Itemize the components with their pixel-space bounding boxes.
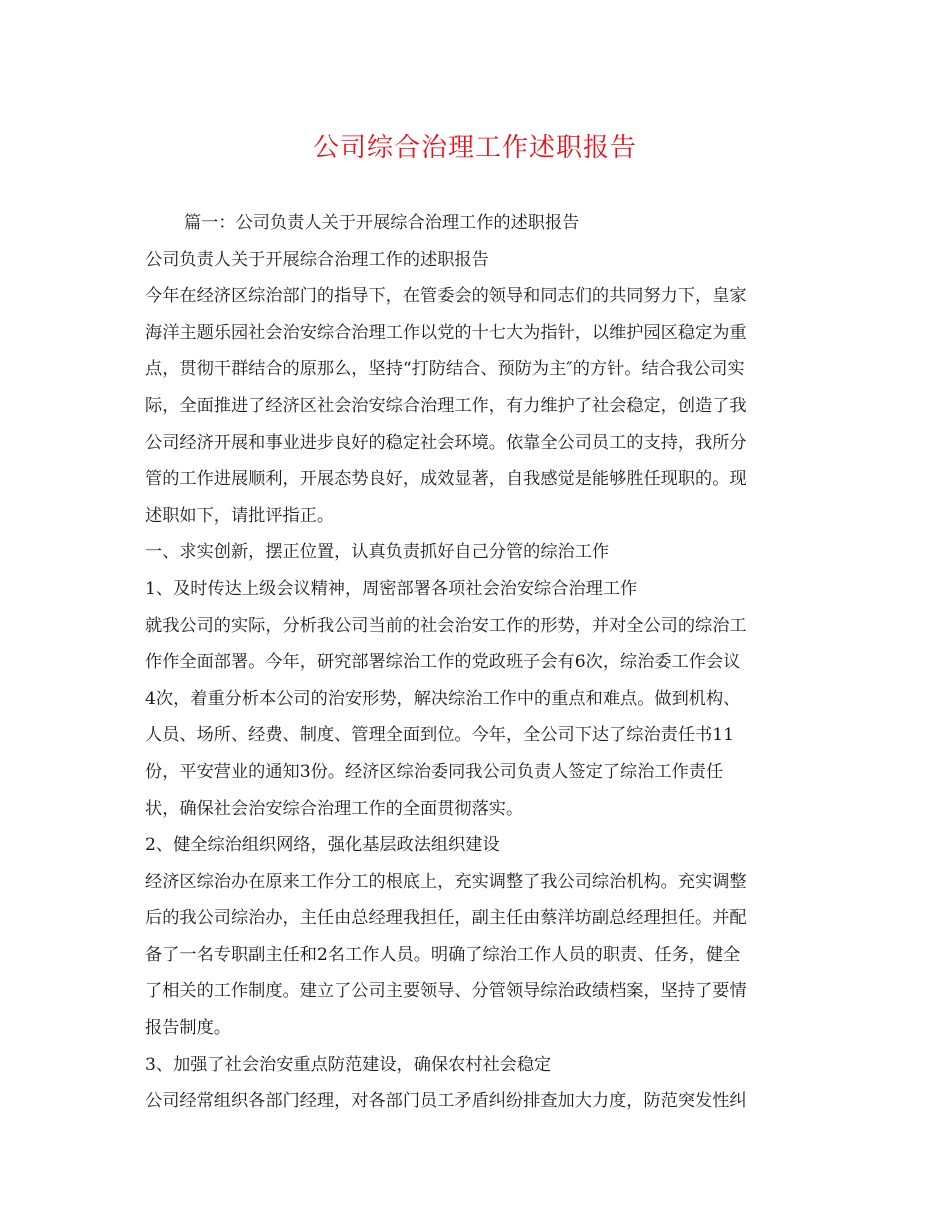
paragraph-line: 经济区综治办在原来工作分工的根底上，充实调整了我公司综治机构。充实调整 (145, 871, 747, 892)
paragraph-line: 作作全面部署。今年，研究部署综治工作的党政班子会有6次，综治委工作会议 (145, 652, 741, 673)
heading-line: 3、加强了社会治安重点防范建设，确保农村社会稳定 (145, 1054, 552, 1075)
subtitle-line: 公司负责人关于开展综合治理工作的述职报告 (145, 249, 489, 270)
paragraph-line: 述职如下，请批评指正。 (145, 505, 335, 526)
paragraph-line: 际，全面推进了经济区社会治安综合治理工作，有力维护了社会稳定，创造了我 (145, 395, 747, 416)
paragraph-line: 备了一名专职副主任和2名工作人员。明确了综治工作人员的职责、任务，健全 (145, 944, 741, 965)
document-body (145, 205, 810, 1120)
document-title: 公司综合治理工作述职报告 (312, 133, 637, 163)
paragraph-line: 管的工作进展顺利，开展态势良好，成效显著，自我感觉是能够胜任现职的。现 (145, 469, 747, 490)
heading-line: 一、求实创新，摆正位置，认真负责抓好自己分管的综治工作 (145, 542, 610, 563)
paragraph-line: 报告制度。 (145, 1018, 231, 1039)
paragraph-line: 了相关的工作制度。建立了公司主要领导、分管领导综治政绩档案，坚持了要情 (145, 981, 747, 1002)
paragraph-line: 公司经常组织各部门经理，对各部门员工矛盾纠纷排查加大力度，防范突发性纠 (145, 1091, 747, 1112)
section-heading-line: 篇一：公司负责人关于开展综合治理工作的述职报告 (184, 213, 580, 233)
paragraph-line: 公司经济开展和事业进步良好的稳定社会环境。依靠全公司员工的支持，我所分 (145, 432, 747, 453)
paragraph-line: 就我公司的实际，分析我公司当前的社会治安工作的形势，并对全公司的综治工 (145, 615, 747, 636)
paragraph-line: 人员、场所、经费、制度、管理全面到位。今年，全公司下达了综治责任书11 (145, 725, 735, 746)
heading-line: 2、健全综治组织网络，强化基层政法组织建设 (145, 835, 500, 856)
paragraph-line: 后的我公司综治办，主任由总经理我担任，副主任由蔡洋坊副总经理担任。并配 (145, 908, 747, 929)
paragraph-line: 今年在经济区综治部门的指导下，在管委会的领导和同志们的共同努力下，皇家 (145, 286, 747, 307)
paragraph-line: 4次，着重分析本公司的治安形势，解决综治工作中的重点和难点。做到机构、 (145, 688, 741, 709)
heading-line: 1、及时传达上级会议精神，周密部署各项社会治安综合治理工作 (145, 578, 638, 599)
paragraph-line: 状，确保社会治安综合治理工作的全面贯彻落实。 (145, 798, 524, 819)
paragraph-line: 点，贯彻干群结合的原那么，坚持“打防结合、预防为主″的方针。结合我公司实 (145, 359, 745, 380)
paragraph-line: 份，平安营业的通知3份。经济区综治委同我公司负责人签定了综治工作责任 (145, 761, 724, 782)
paragraph-line: 海洋主题乐园社会治安综合治理工作以党的十七大为指针，以维护园区稳定为重 (145, 322, 747, 343)
